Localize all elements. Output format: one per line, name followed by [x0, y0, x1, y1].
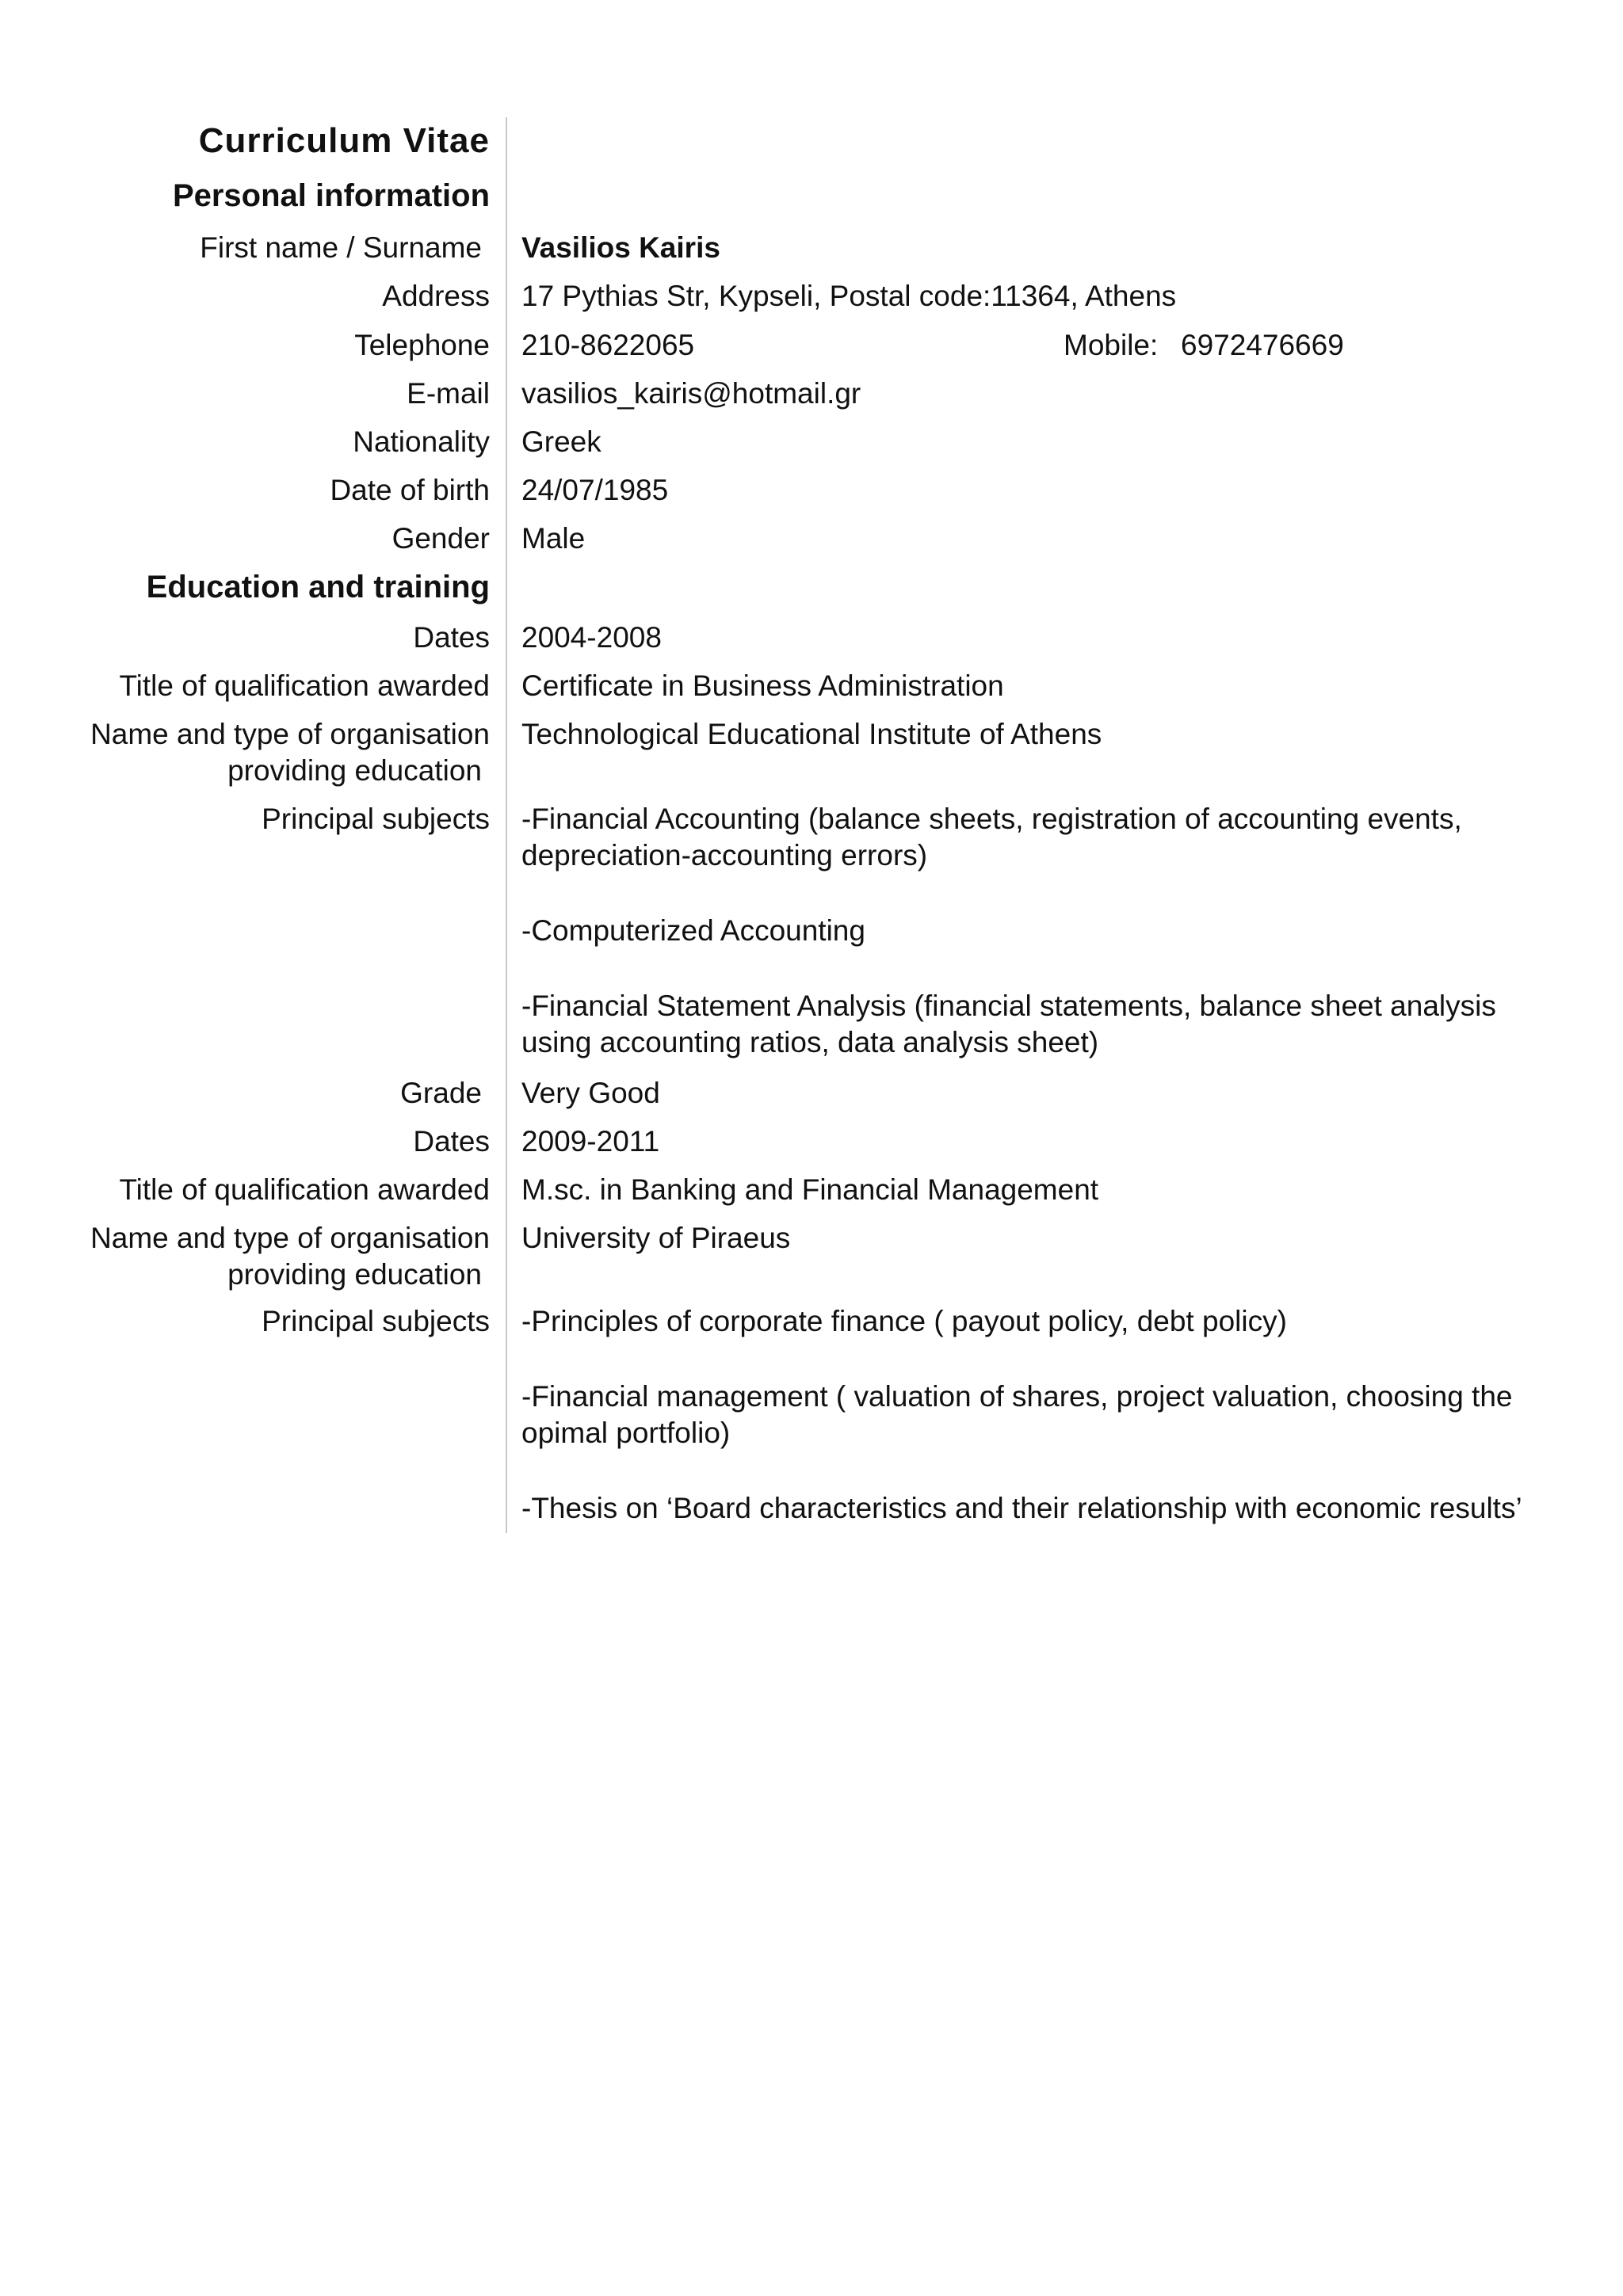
edu2-subjects-list [521, 1303, 1544, 1566]
email-value: vasilios_kairis@hotmail.gr [521, 377, 861, 410]
edu2-org-label-line1: Name and type of organisation [90, 1222, 490, 1254]
column-divider [506, 117, 507, 1533]
dob-label: Date of birth [330, 474, 490, 506]
edu2-subject-item: -Financial management ( valuation of shares, project valuation, choosing the opimal portfolio) [521, 1380, 1513, 1449]
section-heading-education: Education and training [146, 570, 490, 605]
edu1-subject-item: -Financial Accounting (balance sheets, registration of accounting events, depreciation-accounting errors) [521, 803, 1462, 871]
email-label: E-mail [407, 377, 490, 410]
edu1-subject-item: -Financial Statement Analysis (financial statements, balance sheet analysis using accounting ratios, data analysis sheet) [521, 990, 1496, 1058]
dob-value: 24/07/1985 [521, 474, 669, 506]
edu1-dates-value: 2004-2008 [521, 621, 662, 654]
mobile-label: Mobile: [1064, 329, 1159, 361]
edu1-qualification-value: Certificate in Business Administration [521, 669, 1004, 702]
edu2-subject-item: -Principles of corporate finance ( payout policy, debt policy) [521, 1305, 1287, 1337]
name-value: Vasilios Kairis [521, 231, 720, 264]
address-label: Address [382, 280, 490, 312]
edu2-org-value: University of Piraeus [521, 1222, 791, 1254]
telephone-label: Telephone [354, 329, 490, 361]
section-heading-personal: Personal information [172, 178, 490, 213]
edu1-org-value: Technological Educational Institute of Athens [521, 718, 1102, 750]
edu2-dates-value: 2009-2011 [521, 1125, 660, 1158]
nationality-label: Nationality [353, 425, 490, 458]
edu1-subjects-label: Principal subjects [262, 803, 490, 835]
gender-value: Male [521, 522, 586, 555]
edu2-subjects-label: Principal subjects [262, 1305, 490, 1337]
name-label: First name / Surname [200, 231, 482, 264]
edu2-dates-label: Dates [413, 1125, 490, 1158]
gender-label: Gender [391, 522, 490, 555]
edu1-qualification-label: Title of qualification awarded [119, 669, 490, 702]
edu1-org-label-line1: Name and type of organisation [90, 718, 490, 750]
edu1-subjects-list [521, 801, 1544, 1100]
edu1-dates-label: Dates [413, 621, 490, 654]
address-value: 17 Pythias Str, Kypseli, Postal code:11364, Athens [521, 280, 1177, 312]
edu1-subject-item: -Computerized Accounting [521, 914, 865, 947]
mobile-value: 6972476669 [1181, 329, 1344, 361]
edu1-grade-label: Grade [400, 1077, 482, 1109]
cv-title: Curriculum Vitae [198, 121, 490, 160]
edu2-subject-item: -Thesis on ‘Board characteristics and their relationship with economic results’ [521, 1492, 1522, 1524]
edu2-qualification-label: Title of qualification awarded [119, 1173, 490, 1206]
edu2-org-label-line2: providing education [227, 1258, 482, 1291]
telephone-value: 210-8622065 [521, 329, 695, 361]
edu2-qualification-value: M.sc. in Banking and Financial Management [521, 1173, 1099, 1206]
nationality-value: Greek [521, 425, 601, 458]
edu1-grade-value: Very Good [521, 1077, 660, 1109]
edu1-org-label-line2: providing education [227, 754, 482, 787]
